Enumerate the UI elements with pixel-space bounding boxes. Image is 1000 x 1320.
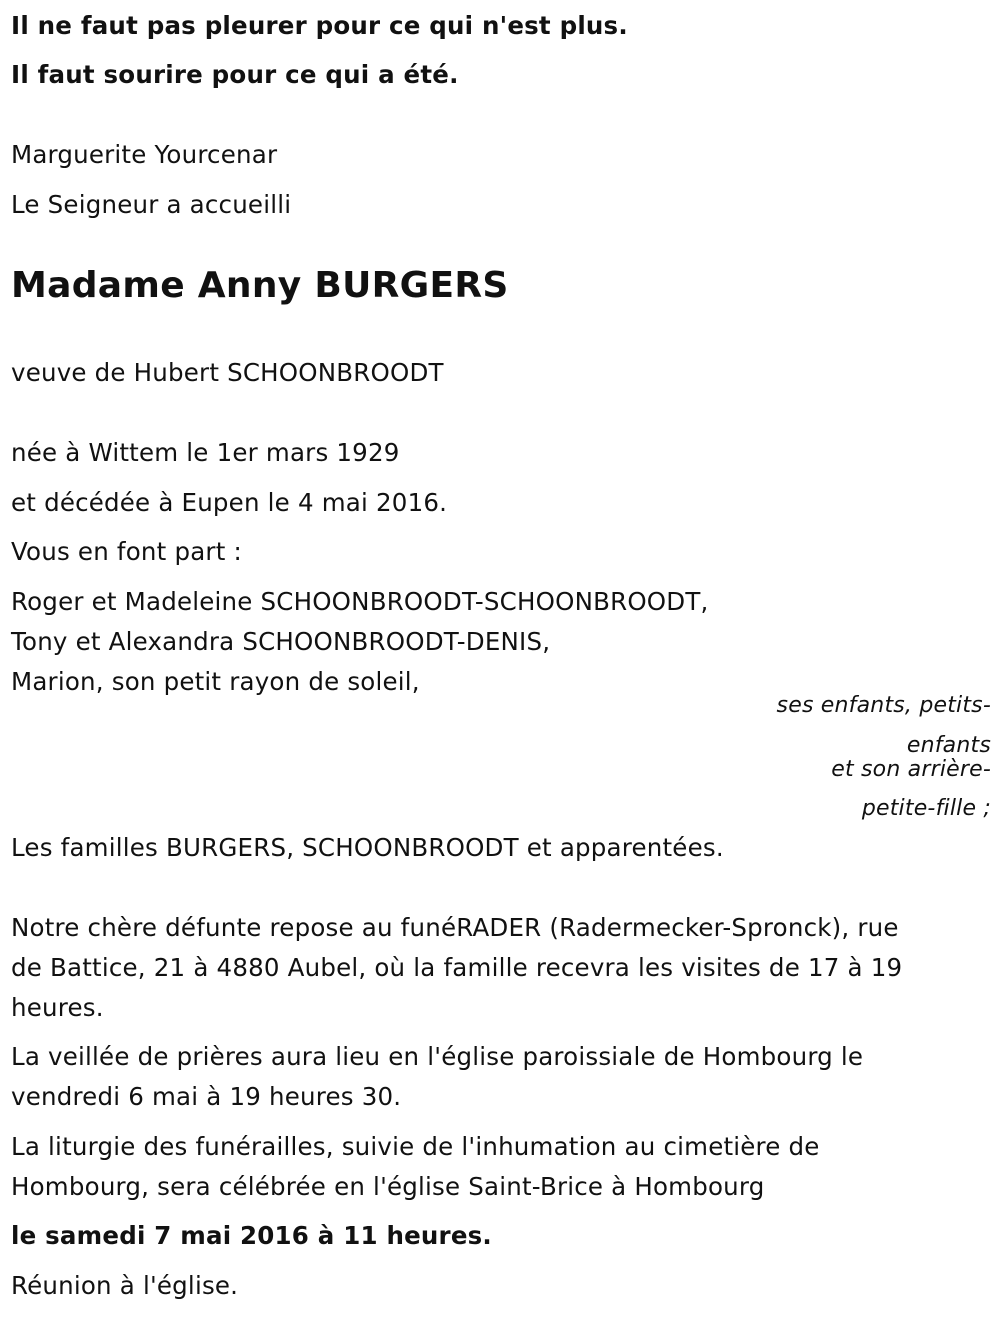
quote-line-1: Il ne faut pas pleurer pour ce qui n'est plus.	[11, 11, 628, 40]
quote-line-2: Il faut sourire pour ce qui a été.	[11, 60, 459, 89]
family-line: Marion, son petit rayon de soleil,	[11, 667, 420, 696]
vigil-line: vendredi 6 mai à 19 heures 30.	[11, 1082, 402, 1111]
family-line: Roger et Madeleine SCHOONBROODT-SCHOONBROODT,	[11, 587, 709, 616]
widow-of-text: veuve de Hubert SCHOONBROODT	[11, 358, 444, 387]
relation-line: et son arrière-	[831, 757, 991, 782]
liturgy-line: La liturgie des funérailles, suivie de l'inhumation au cimetière de	[11, 1132, 820, 1161]
announce-text: Vous en font part :	[11, 537, 242, 566]
rest-line: heures.	[11, 993, 104, 1022]
reunion-text: Réunion à l'église.	[11, 1271, 239, 1300]
family-line: Tony et Alexandra SCHOONBROODT-DENIS,	[11, 627, 551, 656]
death-text: et décédée à Eupen le 4 mai 2016.	[11, 488, 448, 517]
intro-text: Le Seigneur a accueilli	[11, 190, 292, 219]
liturgy-line: Hombourg, sera célébrée en l'église Saint-Brice à Hombourg	[11, 1172, 765, 1201]
funeral-date: le samedi 7 mai 2016 à 11 heures.	[11, 1221, 492, 1250]
vigil-line: La veillée de prières aura lieu en l'église paroissiale de Hombourg le	[11, 1042, 864, 1071]
quote-author: Marguerite Yourcenar	[11, 140, 278, 169]
relation-line: ses enfants, petits-	[776, 693, 991, 718]
relation-line: petite-fille ;	[861, 796, 991, 821]
relation-line: enfants	[906, 733, 991, 758]
families-text: Les familles BURGERS, SCHOONBROODT et apparentées.	[11, 833, 724, 862]
rest-line: Notre chère défunte repose au funéRADER (Radermecker-Spronck), rue	[11, 913, 899, 942]
deceased-name: Madame Anny BURGERS	[11, 265, 509, 306]
birth-text: née à Wittem le 1er mars 1929	[11, 438, 400, 467]
rest-line: de Battice, 21 à 4880 Aubel, où la famille recevra les visites de 17 à 19	[11, 953, 903, 982]
